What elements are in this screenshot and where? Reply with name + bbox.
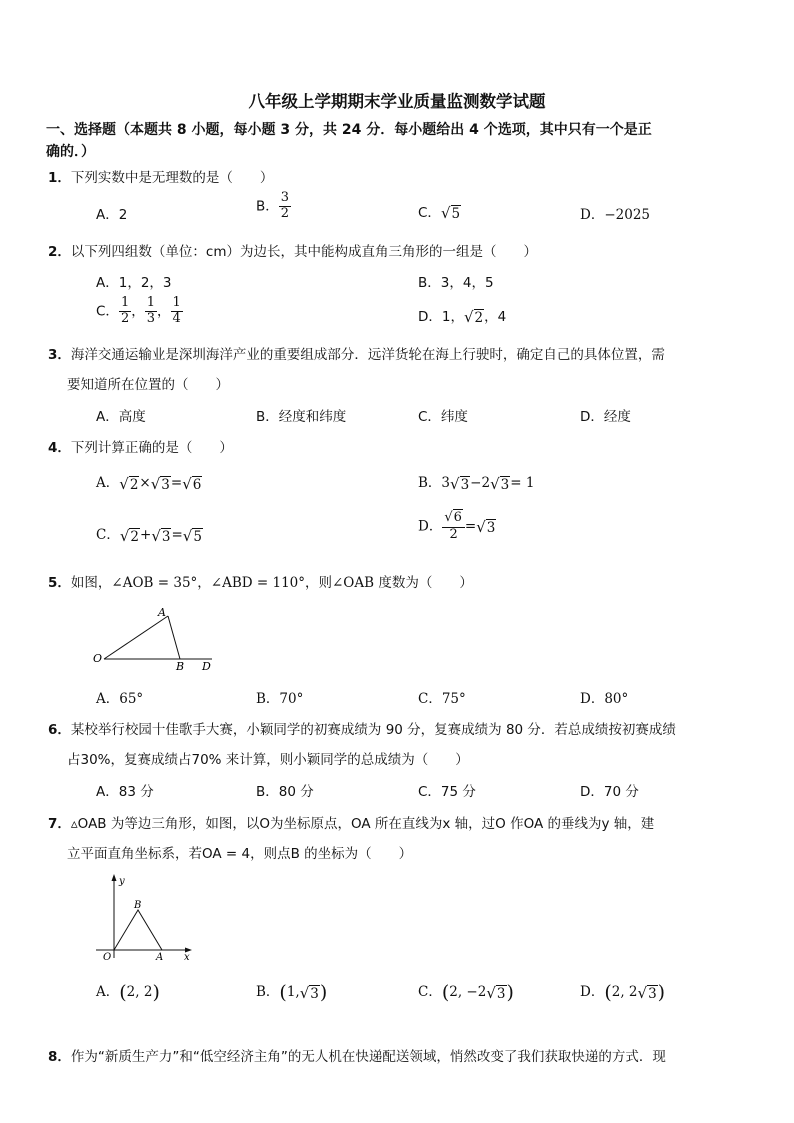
q7-option-c: C．(2, −2√3) bbox=[418, 981, 514, 1004]
question-1 bbox=[48, 166, 273, 186]
q1-option-c: C．√5 bbox=[418, 204, 461, 222]
question-stem: 如图，∠AOB = 35°，∠ABD = 110°，则∠OAB 度数为（ ） bbox=[70, 575, 473, 591]
radical: √3 bbox=[637, 983, 657, 1002]
q4-option-b: B．3√3−2√3= 1 bbox=[418, 474, 535, 493]
question-stem-line1: ▵OAB 为等边三角形，如图，以O为坐标原点，OA 所在直线为x 轴，过O 作OA 的垂线为y 轴，建 bbox=[70, 816, 655, 832]
triangle-oab bbox=[114, 910, 162, 950]
radical: √3 bbox=[299, 983, 319, 1002]
q3-option-b: B．经度和纬度 bbox=[256, 409, 347, 425]
q6-option-c: C．75 分 bbox=[418, 784, 476, 800]
radical: √2 bbox=[119, 474, 139, 493]
radical: √6 bbox=[182, 474, 202, 493]
question-stem-line1: 某校举行校园十佳歌手大赛，小颖同学的初赛成绩为 90 分，复赛成绩为 80 分．若总成绩按初赛成绩 bbox=[70, 722, 676, 738]
fraction: $\frac{1}{2}$ bbox=[120, 295, 130, 326]
radical: √2 bbox=[119, 526, 139, 545]
question-5: 5．如图，∠AOB = 35°，∠ABD = 110°，则∠OAB 度数为（ ） bbox=[48, 575, 473, 591]
q3-option-d: D．经度 bbox=[580, 409, 631, 425]
radical: √3 bbox=[150, 474, 170, 493]
label-a: A bbox=[156, 952, 164, 963]
q5-option-b: B．70° bbox=[256, 691, 304, 707]
angle-figure bbox=[90, 602, 220, 672]
radical: √3 bbox=[476, 517, 496, 536]
fraction: $\frac{1}{3}$ bbox=[146, 295, 155, 326]
q5-option-a: A．65° bbox=[96, 691, 144, 707]
q4-option-a: A．√2×√3=√6 bbox=[96, 474, 202, 493]
q1-option-b: B． $\frac{3}{2}$ bbox=[256, 190, 290, 221]
q5-option-d: D．80° bbox=[580, 691, 629, 707]
question-number: 1． bbox=[48, 170, 71, 186]
q3-option-a: A．高度 bbox=[96, 409, 146, 425]
q6-option-b: B．80 分 bbox=[256, 784, 314, 800]
q7-option-d: D．(2, 2√3) bbox=[580, 981, 666, 1004]
question-6: 6．某校举行校园十佳歌手大赛，小颖同学的初赛成绩为 90 分，复赛成绩为 80 分．若总成绩按初赛成绩 bbox=[48, 722, 676, 738]
radical: √3 bbox=[490, 474, 510, 493]
label-x: x bbox=[184, 952, 190, 963]
radical: √5 bbox=[182, 526, 202, 545]
question-stem: 下列实数中是无理数的是（ ） bbox=[70, 170, 274, 186]
section-header-line1: 一、选择题（本题共 8 小题，每小题 3 分，共 24 分．每小题给出 4 个选项，其中只有一个是正 bbox=[46, 122, 652, 138]
q7-option-b: B．(1,√3) bbox=[256, 981, 328, 1004]
label-b: B bbox=[134, 900, 142, 911]
fraction: $\frac{√6}{2}$ bbox=[442, 511, 465, 543]
q4-option-c: C．√2+√3=√5 bbox=[96, 526, 202, 545]
q2-option-d: D．1，√2，4 bbox=[418, 308, 507, 326]
exam-title: 八年级上学期期末学业质量监测数学试题 bbox=[248, 92, 546, 111]
radical: √3 bbox=[151, 526, 171, 545]
q6-option-d: D．70 分 bbox=[580, 784, 639, 800]
q4-option-d: D． $\frac{√6}{2}$ =√3 bbox=[418, 510, 496, 542]
coordinate-figure bbox=[92, 872, 197, 964]
label-a: A bbox=[158, 606, 166, 619]
line-ab bbox=[168, 616, 180, 659]
section-header-line2: 确的．） bbox=[46, 144, 95, 160]
q1-option-a: A．2 bbox=[96, 207, 128, 223]
question-4: 4．下列计算正确的是（ ） bbox=[48, 440, 233, 456]
q6-option-a: A．83 分 bbox=[96, 784, 154, 800]
fraction: $\frac{1}{4}$ bbox=[172, 295, 181, 326]
radical: √3 bbox=[486, 983, 506, 1002]
label-o: O bbox=[103, 952, 112, 963]
question-6-line2: 占30%，复赛成绩占70% 来计算，则小颖同学的总成绩为（ ） bbox=[67, 752, 469, 768]
label-b: B bbox=[176, 660, 185, 672]
label-y: y bbox=[119, 876, 125, 887]
label-d: D bbox=[202, 660, 211, 672]
y-arrow bbox=[112, 874, 117, 881]
question-7-line2: 立平面直角坐标系，若OA = 4，则点B 的坐标为（ ） bbox=[67, 846, 413, 862]
question-3: 3．海洋交通运输业是深圳海洋产业的重要组成部分．远洋货轮在海上行驶时，确定自己的具体位置，需 bbox=[48, 347, 665, 363]
line-oa bbox=[104, 616, 168, 659]
label-o: O bbox=[93, 652, 103, 665]
q5-option-c: C．75° bbox=[418, 691, 466, 707]
q1-option-d: D．−2025 bbox=[580, 207, 650, 223]
radical: √3 bbox=[450, 474, 470, 493]
q2-option-b: B．3，4，5 bbox=[418, 275, 494, 291]
q3-option-c: C．纬度 bbox=[418, 409, 468, 425]
q2-option-a: A．1，2，3 bbox=[96, 275, 172, 291]
question-7: 7．▵OAB 为等边三角形，如图，以O为坐标原点，OA 所在直线为x 轴，过O 作OA 的垂线为y 轴，建 bbox=[48, 816, 655, 832]
question-3-line2: 要知道所在位置的（ ） bbox=[67, 377, 229, 393]
question-stem: 作为“新质生产力”和“低空经济主角”的无人机在快递配送领域，悄然改变了我们获取快递的方式．现 bbox=[70, 1049, 666, 1065]
question-2: 2．以下列四组数（单位：cm）为边长，其中能构成直角三角形的一组是（ ） bbox=[48, 244, 537, 260]
q2-option-c: C． $\frac{1}{2}$ ， $\frac{1}{3}$ ， $\frac{1}{4}$ bbox=[96, 295, 181, 326]
question-stem: 下列计算正确的是（ ） bbox=[70, 440, 233, 456]
question-stem-line1: 海洋交通运输业是深圳海洋产业的重要组成部分．远洋货轮在海上行驶时，确定自己的具体位置，需 bbox=[70, 347, 665, 363]
radical: √5 bbox=[440, 204, 461, 222]
radical: √2 bbox=[463, 308, 484, 326]
fraction: $\frac{3}{2}$ bbox=[280, 190, 290, 221]
question-8: 8．作为“新质生产力”和“低空经济主角”的无人机在快递配送领域，悄然改变了我们获取快递的方式．现 bbox=[48, 1049, 666, 1065]
question-stem: 以下列四组数（单位：cm）为边长，其中能构成直角三角形的一组是（ ） bbox=[70, 244, 537, 260]
q7-option-a: A．(2, 2) bbox=[96, 981, 160, 1004]
